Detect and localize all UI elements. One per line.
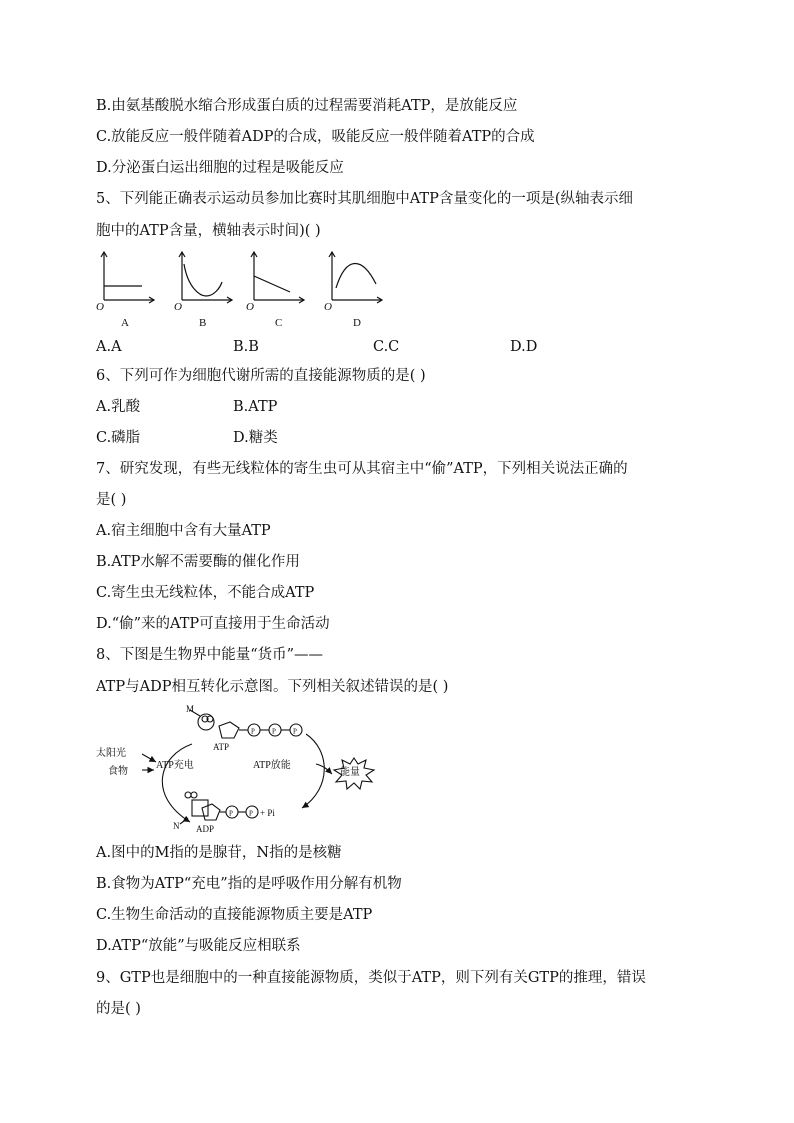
graph-d-origin: O — [324, 301, 332, 313]
q8-option-a: A.图中的M指的是腺苷，N指的是核糖 — [96, 845, 342, 861]
q4-option-d: D.分泌蛋白运出细胞的过程是吸能反应 — [96, 160, 344, 176]
atp-ribose — [219, 722, 239, 738]
q5-option-c: C.C — [373, 339, 400, 355]
adp-ribose — [202, 804, 220, 820]
graph-c — [251, 252, 304, 303]
m-label: M — [186, 704, 195, 714]
graph-c-label: C — [275, 317, 283, 329]
q5-stem-line1: 5、下列能正确表示运动员参加比赛时其肌细胞中ATP含量变化的一项是(纵轴表示细 — [96, 191, 633, 207]
adp-base — [192, 800, 208, 816]
graph-b-origin: O — [174, 301, 182, 313]
graph-a — [101, 252, 154, 303]
atp-label: ATP — [213, 742, 230, 752]
q6-option-a: A.乳酸 — [96, 399, 141, 415]
n-label: N — [173, 821, 180, 831]
charge-arc — [162, 744, 192, 822]
atp-adp-cycle-diagram — [92, 704, 382, 836]
graph-b-label: B — [199, 317, 207, 329]
q8-stem-line1: 8、下图是生物界中能量“货币”—— — [96, 647, 324, 663]
atp-p3-text: P — [293, 727, 297, 736]
adp-label: ADP — [196, 824, 215, 834]
q9-stem-line1: 9、GTP也是细胞中的一种直接能源物质，类似于ATP，则下列有关GTP的推理，错误 — [96, 970, 646, 986]
pi-label: + Pi — [260, 808, 275, 818]
graph-a-label: A — [121, 317, 129, 329]
sunlight-label: 太阳光 — [96, 748, 126, 759]
q4-option-b: B.由氨基酸脱水缩合形成蛋白质的过程需要消耗ATP，是放能反应 — [96, 98, 518, 114]
release-arc — [302, 734, 324, 808]
q5-option-a: A.A — [96, 339, 122, 355]
energy-label: 能量 — [340, 767, 360, 778]
q8-option-c: C.生物生命活动的直接能源物质主要是ATP — [96, 907, 373, 923]
charge-label: ATP充电 — [156, 760, 194, 771]
q8-stem-line2: ATP与ADP相互转化示意图。下列相关叙述错误的是( ) — [96, 679, 449, 695]
graph-d — [329, 252, 382, 303]
q6-option-d: D.糖类 — [233, 430, 278, 446]
graph-b — [179, 252, 232, 303]
q8-option-d: D.ATP“放能”与吸能反应相联系 — [96, 938, 301, 954]
q7-option-b: B.ATP水解不需要酶的催化作用 — [96, 554, 300, 570]
n-pointer-line — [180, 818, 188, 824]
q9-stem-line2: 的是( ) — [96, 1001, 141, 1017]
q6-option-b: B.ATP — [233, 399, 278, 415]
q7-option-d: D.“偷”来的ATP可直接用于生命活动 — [96, 616, 330, 632]
q5-stem-line2: 胞中的ATP含量，横轴表示时间)( ) — [96, 223, 321, 239]
q7-option-c: C.寄生虫无线粒体，不能合成ATP — [96, 585, 315, 601]
sunlight-arrow — [142, 754, 156, 762]
adp-p1-text: P — [229, 809, 233, 818]
q8-option-b: B.食物为ATP“充电”指的是呼吸作用分解有机物 — [96, 876, 402, 892]
q6-stem: 6、下列可作为细胞代谢所需的直接能源物质的是( ) — [96, 368, 426, 384]
graph-d-label: D — [353, 317, 361, 329]
atp-p1-text: P — [251, 727, 255, 736]
food-label: 食物 — [108, 766, 128, 777]
q5-option-d: D.D — [510, 339, 538, 355]
graph-a-origin: O — [96, 301, 104, 313]
release-label: ATP放能 — [253, 760, 291, 771]
q4-option-c: C.放能反应一般伴随着ADP的合成，吸能反应一般伴随着ATP的合成 — [96, 129, 535, 145]
q7-option-a: A.宿主细胞中含有大量ATP — [96, 523, 271, 539]
adp-p2-text: P — [249, 809, 253, 818]
q6-option-c: C.磷脂 — [96, 430, 141, 446]
q5-graphs-figure — [92, 248, 402, 334]
q7-stem-line2: 是( ) — [96, 492, 127, 508]
graph-c-origin: O — [246, 301, 254, 313]
atp-p2-text: P — [272, 727, 276, 736]
q7-stem-line1: 7、研究发现，有些无线粒体的寄生虫可从其宿主中“偷”ATP，下列相关说法正确的 — [96, 461, 628, 477]
q5-option-b: B.B — [233, 339, 259, 355]
